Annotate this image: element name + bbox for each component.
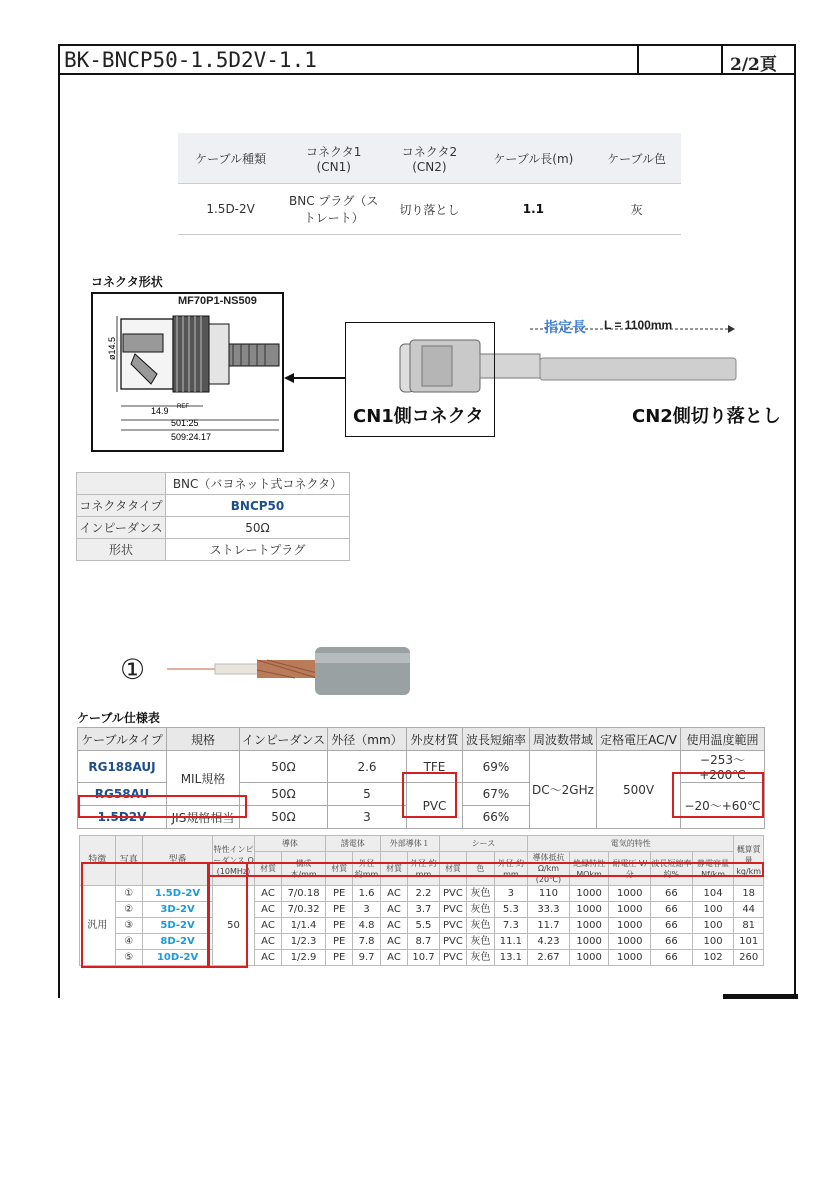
detail-cell: 1000: [569, 934, 609, 950]
highlight-box: [208, 862, 764, 877]
detail-cell: 7.8: [353, 934, 380, 950]
spec-volt: 500V: [597, 751, 681, 829]
detail-header: 色: [467, 852, 494, 886]
detail-cell: 1.5D-2V: [143, 886, 213, 902]
detail-cell: 101: [734, 934, 764, 950]
detail-header: 外部導体１: [380, 836, 439, 852]
spec-temp: −20～+60℃: [681, 783, 765, 829]
detail-cell: PVC: [439, 934, 466, 950]
detail-header: 耐電圧 V/分: [609, 852, 651, 886]
connector-table: [76, 472, 350, 561]
detail-cell: 81: [734, 918, 764, 934]
detail-cell: PE: [325, 902, 352, 918]
detail-cell: 100: [692, 902, 734, 918]
header-divider: [721, 44, 723, 75]
spec-temp: −253～+200℃: [681, 751, 765, 783]
detail-cell: 1000: [569, 886, 609, 902]
spec-ratio: 69%: [463, 751, 530, 783]
detail-cell: 4.8: [353, 918, 380, 934]
spec-header: 外径（mm）: [328, 728, 407, 751]
spec-type: RG58AU: [78, 783, 167, 806]
detail-cell: PVC: [439, 902, 466, 918]
detail-cell: 1000: [569, 918, 609, 934]
detail-cell: ③: [115, 918, 142, 934]
detail-cell: 10.7: [408, 950, 440, 966]
detail-header: 絶縁特性 MΩkm: [569, 852, 609, 886]
detail-cell: PE: [325, 934, 352, 950]
detail-header: 材質: [254, 852, 281, 886]
detail-cell: AC: [380, 918, 407, 934]
connector-drawing-svg: [93, 294, 282, 450]
detail-cell: 44: [734, 902, 764, 918]
dim-length-2: 501:25: [171, 418, 199, 428]
detail-cell: PE: [325, 950, 352, 966]
spec-header: 周波数帯域: [530, 728, 597, 751]
detail-cell: PVC: [439, 918, 466, 934]
detail-cell: AC: [254, 934, 281, 950]
detail-header: シース: [439, 836, 527, 852]
detail-cell: AC: [254, 902, 281, 918]
detail-cell: 66: [651, 934, 693, 950]
detail-cell: 66: [651, 950, 693, 966]
detail-cell: 10D-2V: [143, 950, 213, 966]
summary-header: コネクタ1 (CN1): [283, 133, 384, 184]
detail-header: 材質: [325, 852, 352, 886]
spec-header: 定格電圧AC/V: [597, 728, 681, 751]
highlight-box: [402, 772, 457, 818]
detail-cell: 3D-2V: [143, 902, 213, 918]
detail-header: 導体抵抗 Ω/km (20℃): [528, 852, 570, 886]
detail-cell: 7/0.18: [282, 886, 326, 902]
detail-header: 外径 約mm: [353, 852, 380, 886]
detail-cell: AC: [380, 950, 407, 966]
spec-mat: TFE: [407, 751, 463, 783]
connector-section-label: コネクタ形状: [91, 275, 163, 289]
detail-cell: 66: [651, 902, 693, 918]
detail-cell: 1000: [609, 950, 651, 966]
detail-cell: 1000: [609, 934, 651, 950]
detail-cell: ②: [115, 902, 142, 918]
summary-cell: 灰: [592, 184, 681, 235]
spec-imp: 50Ω: [240, 806, 328, 829]
detail-cell: 1.6: [353, 886, 380, 902]
detail-cell: 1000: [609, 918, 651, 934]
spec-imp: 50Ω: [240, 783, 328, 806]
detail-cell: 1/2.3: [282, 934, 326, 950]
highlight-box: [81, 862, 209, 968]
dim-length-3: 509:24.17: [171, 432, 212, 442]
detail-cell: AC: [380, 902, 407, 918]
spec-header: 波長短縮率: [463, 728, 530, 751]
detail-cell: PVC: [439, 950, 466, 966]
detail-cell: 8.7: [408, 934, 440, 950]
detail-cell: 11.7: [528, 918, 570, 934]
table-cell: [77, 473, 166, 495]
detail-cell: AC: [380, 886, 407, 902]
spec-ratio: 67%: [463, 783, 530, 806]
detail-cell: 1000: [569, 950, 609, 966]
detail-cell: 104: [692, 886, 734, 902]
spec-header: インピーダンス: [240, 728, 328, 751]
detail-cell: 66: [651, 886, 693, 902]
summary-cell: 切り落とし: [384, 184, 474, 235]
spec-std: MIL規格: [167, 751, 240, 806]
detail-header: 特性インピーダンス Ω (10MHz): [213, 836, 255, 886]
detail-cell: PVC: [439, 886, 466, 902]
detail-cell: 1000: [609, 886, 651, 902]
detail-header: 静電容量 Nf/km: [692, 852, 734, 886]
dim-length-1: 14.9: [151, 406, 169, 416]
summary-table: [178, 133, 681, 235]
summary-header: コネクタ2 (CN2): [384, 133, 474, 184]
table-key: 形状: [77, 539, 166, 561]
detail-cell: 5D-2V: [143, 918, 213, 934]
detail-cell: 灰色: [467, 934, 494, 950]
detail-cell: PE: [325, 886, 352, 902]
detail-cell: 13.1: [494, 950, 528, 966]
detail-cell: ①: [115, 886, 142, 902]
highlight-box: [672, 772, 764, 818]
detail-header: 特徴: [80, 836, 116, 886]
detail-cell: 3: [353, 902, 380, 918]
connector-table-title: BNC（バヨネット式コネクタ）: [166, 473, 350, 495]
spec-type: RG188AUJ: [78, 751, 167, 783]
detail-cell: 1000: [569, 902, 609, 918]
detail-header: 導体: [254, 836, 325, 852]
highlight-box: [208, 862, 248, 968]
detail-cell: 灰色: [467, 886, 494, 902]
length-value: L = 1100mm: [604, 318, 673, 332]
detail-cell: 66: [651, 918, 693, 934]
detail-header: 構成 本/mm: [282, 852, 326, 886]
length-label: 指定長: [544, 320, 586, 336]
summary-header: ケーブル長(m): [475, 133, 593, 184]
summary-cell: BNC プラグ（ストレート）: [283, 184, 384, 235]
spec-type: 1.5D2V: [78, 806, 167, 829]
detail-header: 電気的特性: [528, 836, 734, 852]
cable-photo: [165, 645, 410, 697]
detail-cell: 灰色: [467, 918, 494, 934]
detail-header: 誘電体: [325, 836, 380, 852]
detail-cell: PE: [325, 918, 352, 934]
table-key: インピーダンス: [77, 517, 166, 539]
detail-cell: 5.3: [494, 902, 528, 918]
detail-cell: 100: [692, 918, 734, 934]
detail-cell: 8D-2V: [143, 934, 213, 950]
cable-spec-label: ケーブル仕様表: [77, 711, 160, 725]
detail-cell: 9.7: [353, 950, 380, 966]
footer-bar: [723, 994, 798, 999]
detail-cell: 灰色: [467, 902, 494, 918]
detail-header: 写真: [115, 836, 142, 886]
document-title: BK-BNCP50-1.5D2V-1.1: [64, 48, 317, 72]
detail-cell: 3: [494, 886, 528, 902]
detail-header: 材質: [439, 852, 466, 886]
detail-cell: 18: [734, 886, 764, 902]
spec-header: ケーブルタイプ: [78, 728, 167, 751]
detail-feature: 汎用: [80, 886, 116, 966]
detail-cell: AC: [254, 918, 281, 934]
detail-cell: 260: [734, 950, 764, 966]
summary-header: ケーブル色: [592, 133, 681, 184]
spec-mat: PVC: [407, 783, 463, 829]
spec-ratio: 66%: [463, 806, 530, 829]
spec-od: 2.6: [328, 751, 407, 783]
detail-cell: 102: [692, 950, 734, 966]
table-value: BNCP50: [166, 495, 350, 517]
detail-impedance: 50: [213, 886, 255, 966]
spec-od: 5: [328, 783, 407, 806]
detail-cell: 3.7: [408, 902, 440, 918]
spec-header: 外皮材質: [407, 728, 463, 751]
detail-cell: 2.67: [528, 950, 570, 966]
detail-cell: 灰色: [467, 950, 494, 966]
table-value: ストレートプラグ: [166, 539, 350, 561]
spec-std: JIS規格相当: [167, 806, 240, 829]
arrow-left-icon: [284, 370, 348, 386]
detail-cell: 2.2: [408, 886, 440, 902]
detail-cell: 4.23: [528, 934, 570, 950]
page-number: 2/2頁: [730, 55, 777, 75]
detail-cell: 11.1: [494, 934, 528, 950]
dim-diameter: ø14.5: [107, 336, 117, 360]
spec-header: 規格: [167, 728, 240, 751]
detail-cell: ⑤: [115, 950, 142, 966]
table-value: 50Ω: [166, 517, 350, 539]
cn2-label: CN2側切り落とし: [632, 406, 781, 427]
spec-imp: 50Ω: [240, 751, 328, 783]
highlight-box: [78, 795, 247, 818]
detail-cell: 1/2.9: [282, 950, 326, 966]
detail-cell: 100: [692, 934, 734, 950]
connector-drawing: [91, 292, 284, 452]
detail-cell: AC: [254, 886, 281, 902]
detail-header: 型番: [143, 836, 213, 886]
detail-cell: ④: [115, 934, 142, 950]
detail-cell: 110: [528, 886, 570, 902]
detail-cell: 33.3: [528, 902, 570, 918]
detail-cell: 7/0.32: [282, 902, 326, 918]
detail-header: 波長短縮率 約%: [651, 852, 693, 886]
table-key: コネクタタイプ: [77, 495, 166, 517]
detail-cell: AC: [380, 934, 407, 950]
spec-header: 使用温度範囲: [681, 728, 765, 751]
detail-header: 外径 約mm: [494, 852, 528, 886]
summary-cell: 1.5D-2V: [178, 184, 283, 235]
detail-cell: 1000: [609, 902, 651, 918]
spec-freq: DC～2GHz: [530, 751, 597, 829]
detail-cell: 7.3: [494, 918, 528, 934]
summary-cell: 1.1: [475, 184, 593, 235]
connector-model: MF70P1-NS509: [178, 295, 257, 307]
detail-cell: AC: [254, 950, 281, 966]
photo-marker: ①: [120, 653, 146, 686]
detail-cell: 5.5: [408, 918, 440, 934]
detail-cell: 1/1.4: [282, 918, 326, 934]
detail-header: 外径 約mm: [408, 852, 440, 886]
header-divider: [637, 44, 639, 75]
spec-od: 3: [328, 806, 407, 829]
detail-header: 材質: [380, 852, 407, 886]
dim-ref: REF: [177, 404, 189, 410]
summary-header: ケーブル種類: [178, 133, 283, 184]
cn1-label: CN1側コネクタ: [353, 406, 484, 427]
detail-header: 概算質量 kg/km: [734, 836, 764, 886]
